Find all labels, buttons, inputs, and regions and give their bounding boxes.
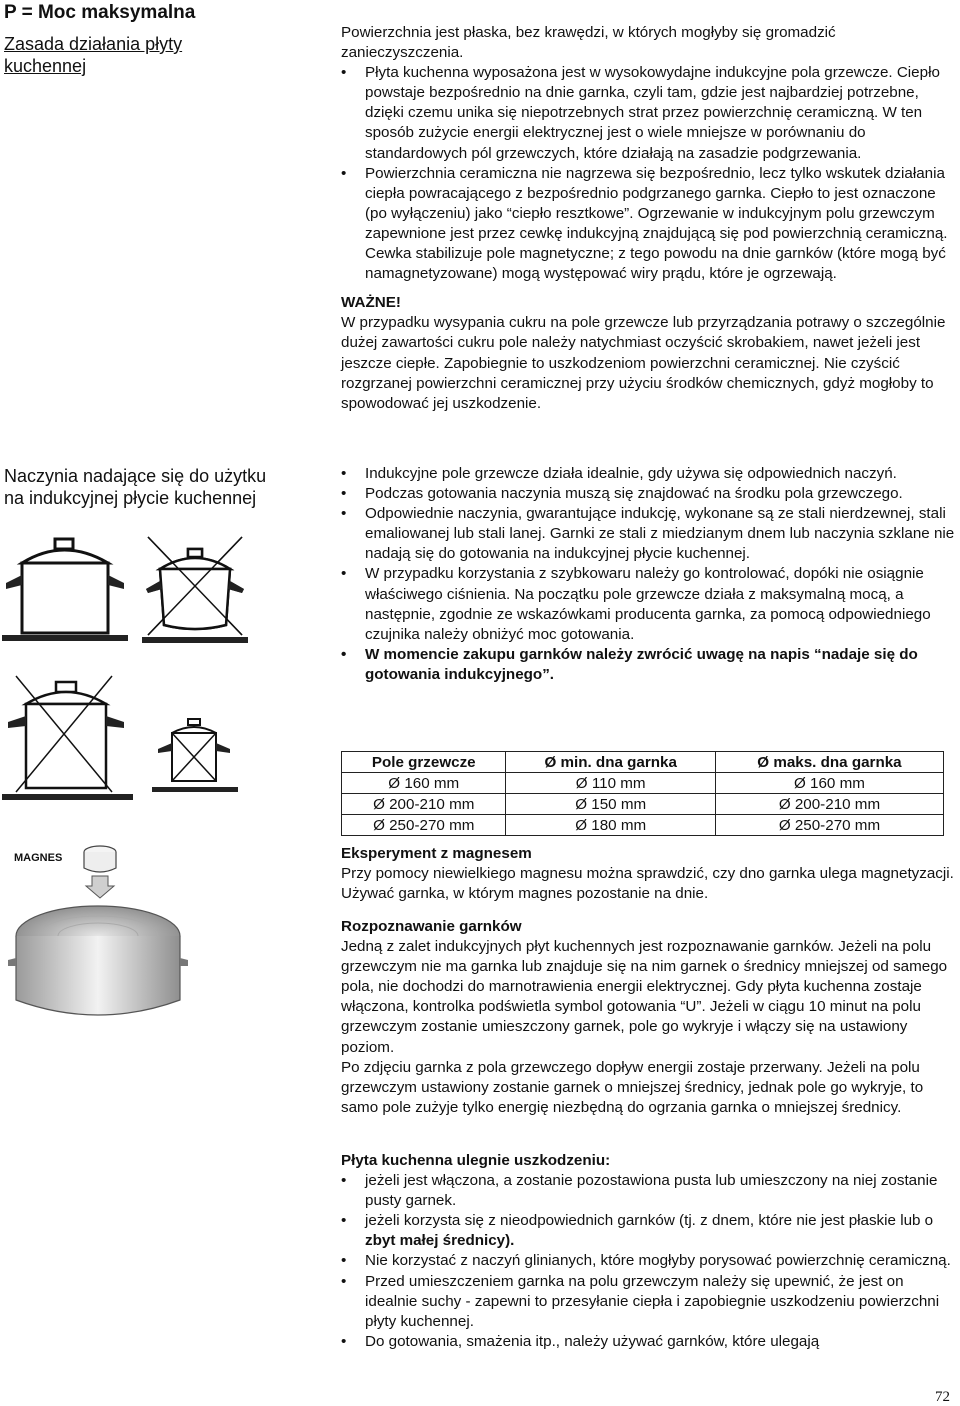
damage-section [341,1151,957,1352]
pot-crossed-large-icon [0,672,135,807]
list-item [341,1211,957,1251]
pot-crossed-small-icon [150,705,240,805]
max-power-label: P = Moc maksymalna [4,2,196,23]
page-number: 72 [935,1389,950,1405]
table-cell: Ø 250-270 mm [715,815,943,836]
table-cell: Ø 200-210 mm [715,794,943,815]
table-cell: Ø 180 mm [506,815,715,836]
magnet-test-title: Eksperyment z magnesem [341,845,532,862]
section2-body [341,464,957,685]
warning-title: WAŻNE! [341,294,401,312]
magnet-label: MAGNES [14,852,63,864]
warning-text: W przypadku wysypania cukru na pole grzewcze lub przyrządzania potrawy o szczególnie dużej zawartości cukru pole należy natychmiast oczyścić skrobakiem, nawet jeżeli jest jeszcze ciepłe. Zapobiegnie to uszkodzeniom powierzchni ceramicznej. Nie czyścić rozgrzanej powierzchni ceramicznej przy użyciu środków chemicznych, gdyż mogłoby to spowodować jej uszkodzenie. [341,314,946,412]
section-title-line: kuchennej [4,56,87,76]
section-title-line: na indukcyjnej płycie kuchennej [4,488,257,508]
table-row [342,794,944,815]
table-header-row [342,752,944,773]
table-cell: Ø 160 mm [342,773,506,794]
table-cell: Ø 150 mm [506,794,715,815]
table-header: Pole grzewcze [342,752,506,773]
table-cell: Ø 250-270 mm [342,815,506,836]
pot-crossed-icon [140,535,250,650]
list-item: • Odpowiednie naczynia, gwarantujące indukcję, wykonane są ze stali nierdzewnej, stali emaliowanej lub stali lanej. Garnki ze stali z miedzianym dnem lub naczynia szklane nie nadają się do gotowania na indukcyjnej płycie kuchennej. [341,504,957,564]
table-cell: Ø 200-210 mm [342,794,506,815]
section-title-operation [4,33,304,77]
list-item: • jeżeli jest włączona, a zostanie pozostawiona pusta lub umieszczony na niej zostanie pusty garnek. [341,1171,957,1211]
list-item: • Do gotowania, smażenia itp., należy używać garnków, które ulegają [341,1332,957,1352]
list-item: • Płyta kuchenna wyposażona jest w wysokowydajne indukcyjne pola grzewcze. Ciepło powstaje bezpośrednio na dnie garnka, czyli tam, gdzie jest najbardziej potrzebne, dzięki czemu unika się niepotrzebnych strat przez powierzchnię ceramiczną. W ten sposób zużycie energii elektrycznej jest o wiele mniejsze w porównaniu do standardowych pól grzewczych, które działają na zasadzie podgrzewania. [341,63,957,163]
section-title-line: Zasada działania płyty [4,34,183,54]
list-item: • Podczas gotowania naczynia muszą się znajdować na środku pola grzewczego. [341,484,957,504]
magnet-test-icon [0,840,190,1020]
list-item-bold-text: zbyt małej średnicy). [365,1232,515,1250]
list-item-text: jeżeli korzysta się z nieodpowiednich garnków (tj. z dnem, które nie jest płaskie lub o [365,1212,934,1230]
table-row [342,773,944,794]
table-header: Ø maks. dna garnka [715,752,943,773]
table-row [342,815,944,836]
section-title-line: Naczynia nadające się do użytku [4,466,267,486]
table-cell: Ø 110 mm [506,773,715,794]
list-item-bold: • W momencie zakupu garnków należy zwrócić uwagę na napis “nadaje się do gotowania indukcyjnego”. [341,645,957,685]
table-cell: Ø 160 mm [715,773,943,794]
list-item: • Nie korzystać z naczyń glinianych, które mogłyby porysować powierzchnię ceramiczną. [341,1251,957,1271]
section1-body [341,23,957,414]
list-item: • Indukcyjne pole grzewcze działa idealnie, gdy używa się odpowiednich naczyń. [341,464,957,484]
pot-correct-icon [0,535,130,650]
magnet-test-text: Przy pomocy niewielkiego magnesu można sprawdzić, czy dno garnka ulega magnetyzacji. Używać garnka, w którym magnes pozostanie na dnie. [341,865,954,903]
pot-size-table [341,751,944,836]
section-title-cookware [4,465,304,509]
list-item: • Powierzchnia ceramiczna nie nagrzewa się bezpośrednio, lecz tylko wskutek działania ciepła powracającego z bezpośrednio podgrzanego garnka. Ciepło to jest oznaczone (po wyłączeniu) jako “ciepło resztkowe”. Ogrzewanie w indukcyjnym polu grzewczym zapewnione jest przez cewkę indukcyjną znajdującą się pod powierzchnią ceramiczną. Cewka stabilizuje pole magnetyczne; z tego powodu na dnie garnków (które mogą być namagnetyzowane) mogą występować wiry prądu, które je ogrzewają. [341,164,957,285]
damage-title: Płyta kuchenna ulegnie uszkodzeniu: [341,1152,611,1169]
table-header: Ø min. dna garnka [506,752,715,773]
recognition-section [341,917,957,1118]
list-item: • Przed umieszczeniem garnka na polu grzewczym należy się upewnić, że jest on idealnie suchy - zapewni to przesyłanie ciepła i zapobiegnie uszkodzeniu powierzchni płyty kuchennej. [341,1272,957,1332]
recognition-title: Rozpoznawanie garnków [341,918,522,935]
magnet-test-section [341,844,957,904]
recognition-paragraph: Po zdjęciu garnka z pola grzewczego dopływ energii zostaje przerwany. Jeżeli na polu grzewczym ustawiony zostanie garnek o mniejszej średnicy, jednak pole go wykryje, to samo pole zużyje tylko energię niezbędną do ogrzania garnka o mniejszej średnicy. [341,1058,924,1116]
recognition-paragraph: Jedną z zalet indukcyjnych płyt kuchennych jest rozpoznawanie garnków. Jeżeli na polu grzewczym nie ma garnka lub znajduje się na nim garnek o średnicy mniejszej od samego pola, nie dochodzi do marnotrawienia energii elektrycznej. Gdy płyta kuchenna zostaje włączona, kontrolka podświetla symbol gotowania “U”. Jeżeli w ciągu 10 minut na polu grzewczym zostanie umieszczony garnek, pole go wykryje i włączy się na ustawiony poziom. [341,938,948,1056]
intro-paragraph: Powierzchnia jest płaska, bez krawędzi, w których mogłyby się gromadzić zanieczyszczenia. [341,24,836,62]
list-item: • W przypadku korzystania z szybkowaru należy go kontrolować, dopóki nie osiągnie właściwego ciśnienia. Na początku pole grzewcze działa z maksymalną mocą, a następnie, zgodnie ze wskazówkami producenta garnka, za pomocą odpowiedniego czujnika należy obniżyć moc gotowania. [341,564,957,644]
